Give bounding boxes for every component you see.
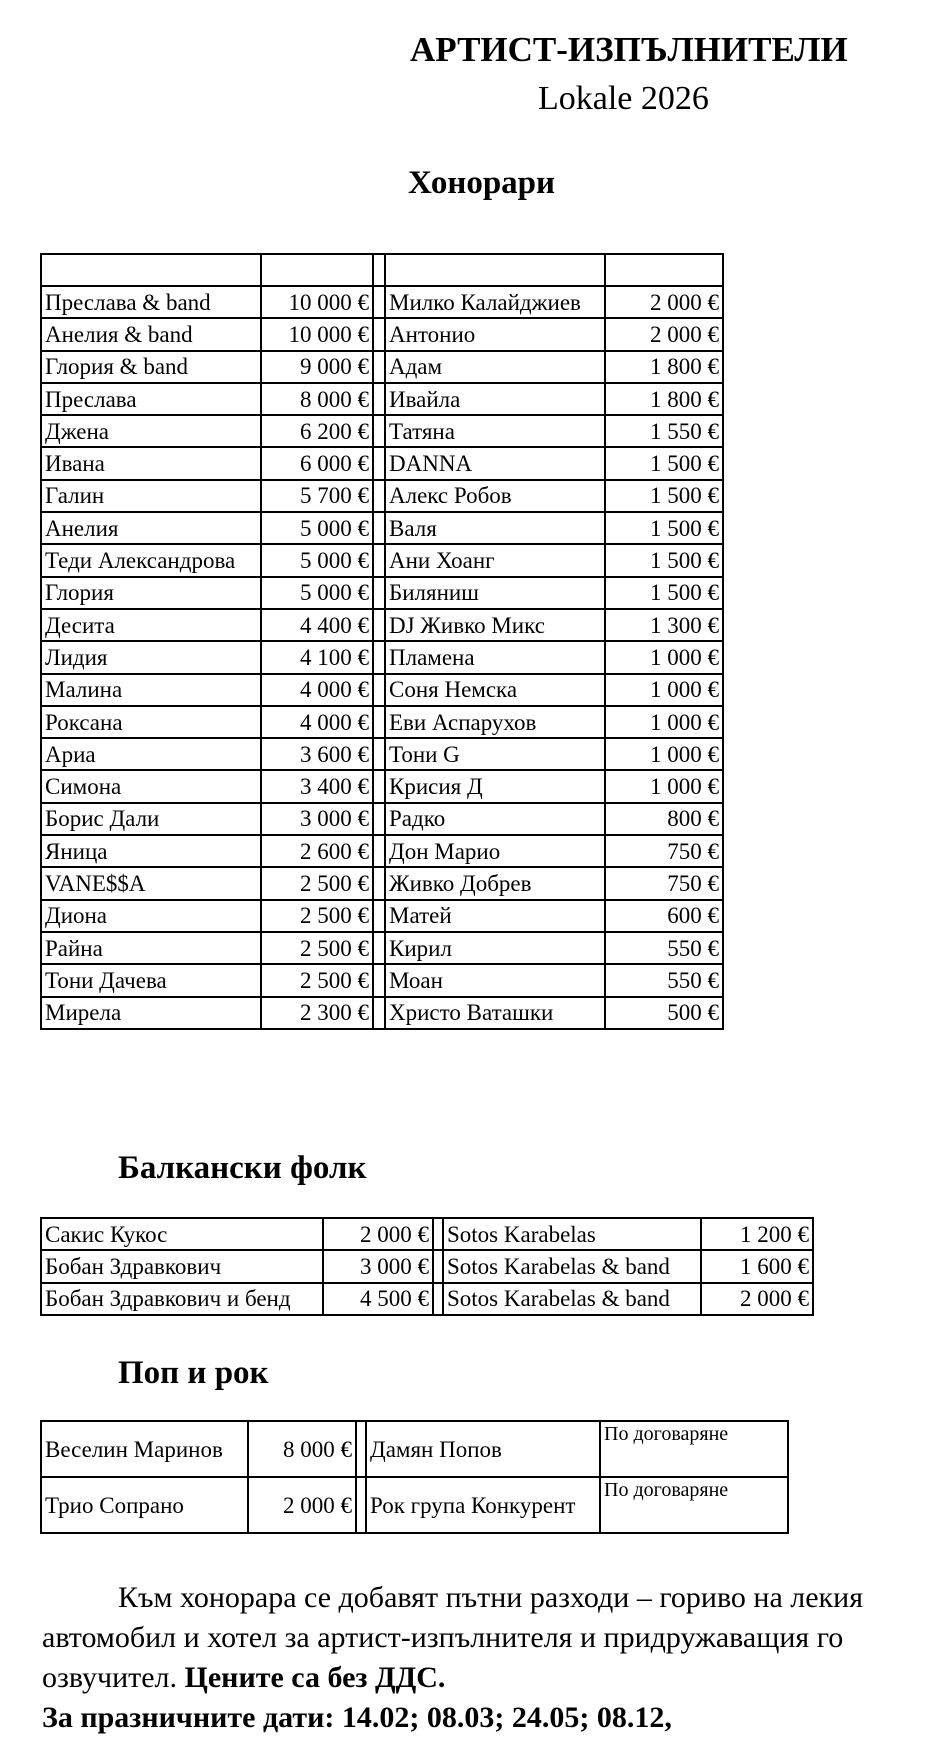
artist-name: Адам: [385, 351, 605, 383]
footer-text: Към хонорара се добавят пътни разходи – гориво на лекия автомобил и хотел за артист-изпълнителя и придружаващия го озвучител.: [42, 1581, 863, 1694]
table-row: [41, 447, 723, 479]
column-separator: [373, 383, 385, 415]
artist-name: Веселин Маринов: [41, 1421, 248, 1477]
column-separator: [373, 964, 385, 996]
artist-fee: 2 500 €: [261, 932, 373, 964]
column-separator: [373, 609, 385, 641]
artist-name: Теди Александрова: [41, 544, 261, 576]
table-row: [41, 867, 723, 899]
artist-fee: 5 000 €: [261, 577, 373, 609]
artist-name: Малина: [41, 674, 261, 706]
artist-name: Бобан Здравкович: [41, 1250, 323, 1282]
column-separator: [373, 544, 385, 576]
column-separator: [433, 1283, 443, 1315]
artist-name: DJ Живко Микс: [385, 609, 605, 641]
empty-header-cell: [385, 254, 605, 286]
column-separator: [373, 286, 385, 318]
column-separator: [373, 480, 385, 512]
artist-name: Sotos Karabelas & band: [443, 1250, 701, 1282]
artist-fee: 800 €: [605, 803, 723, 835]
artist-name: Пламена: [385, 641, 605, 673]
artist-fee: 1 800 €: [605, 383, 723, 415]
column-separator: [373, 318, 385, 350]
artist-fee: 4 000 €: [261, 674, 373, 706]
column-separator: [373, 641, 385, 673]
artist-fee: 1 500 €: [605, 544, 723, 576]
artist-fee: 750 €: [605, 867, 723, 899]
artist-name: Анелия: [41, 512, 261, 544]
artist-fee: 4 000 €: [261, 706, 373, 738]
column-separator: [356, 1421, 366, 1477]
artist-name: Ивайла: [385, 383, 605, 415]
artist-fee: 2 000 €: [323, 1218, 433, 1250]
artist-fee: 4 100 €: [261, 641, 373, 673]
artist-name: Ивана: [41, 447, 261, 479]
artist-name: Десита: [41, 609, 261, 641]
artist-name: Симона: [41, 770, 261, 802]
table-row: [41, 900, 723, 932]
column-separator: [373, 770, 385, 802]
artist-fee: 550 €: [605, 964, 723, 996]
artist-name: Роксана: [41, 706, 261, 738]
artist-name: Диона: [41, 900, 261, 932]
table-row: [41, 609, 723, 641]
artist-name: Тони Дачева: [41, 964, 261, 996]
table-row: [41, 964, 723, 996]
artist-name: Джена: [41, 415, 261, 447]
artist-fee: 2 500 €: [261, 900, 373, 932]
artist-name: Живко Добрев: [385, 867, 605, 899]
artist-name: Борис Дали: [41, 803, 261, 835]
table-row: [41, 544, 723, 576]
column-separator: [373, 674, 385, 706]
artist-fee: 550 €: [605, 932, 723, 964]
artist-fee: 1 000 €: [605, 674, 723, 706]
table-row: [41, 1250, 813, 1282]
column-separator: [373, 577, 385, 609]
column-separator: [373, 835, 385, 867]
table-row: [41, 286, 723, 318]
column-separator: [373, 900, 385, 932]
artist-name: Рок група Конкурент: [366, 1477, 600, 1533]
artist-name: Лидия: [41, 641, 261, 673]
artist-name: Мирела: [41, 997, 261, 1029]
table-row: [41, 415, 723, 447]
artist-name: Ариа: [41, 738, 261, 770]
artist-fee: 5 700 €: [261, 480, 373, 512]
artist-name: Биляниш: [385, 577, 605, 609]
artist-fee: 1 500 €: [605, 480, 723, 512]
artist-name: Дамян Попов: [366, 1421, 600, 1477]
artist-name: Преслава: [41, 383, 261, 415]
artist-name: Матей: [385, 900, 605, 932]
artist-fee: 10 000 €: [261, 318, 373, 350]
artist-name: Sotos Karabelas & band: [443, 1283, 701, 1315]
column-separator: [373, 351, 385, 383]
artist-name: Преслава & band: [41, 286, 261, 318]
empty-header-cell: [261, 254, 373, 286]
artist-name: Галин: [41, 480, 261, 512]
artist-name: Дон Марио: [385, 835, 605, 867]
pop-table: [40, 1420, 789, 1534]
column-separator: [373, 512, 385, 544]
artist-name: Радко: [385, 803, 605, 835]
table-row: [41, 997, 723, 1029]
artist-fee: По договаряне: [600, 1477, 788, 1533]
artist-name: DANNA: [385, 447, 605, 479]
vat-note: Цените са без ДДС.: [184, 1661, 446, 1694]
artist-name: Моан: [385, 964, 605, 996]
balkan-table: [40, 1217, 814, 1316]
artist-name: Еви Аспарухов: [385, 706, 605, 738]
artist-fee: 1 600 €: [701, 1250, 813, 1282]
table-row: [41, 577, 723, 609]
holiday-dates: За празничните дати: 14.02; 08.03; 24.05; 08.12,: [42, 1701, 672, 1734]
artist-name: Анелия & band: [41, 318, 261, 350]
artist-fee: 2 000 €: [701, 1283, 813, 1315]
artist-fee: 2 500 €: [261, 867, 373, 899]
column-separator: [373, 447, 385, 479]
artist-fee: 1 000 €: [605, 641, 723, 673]
table-row: [41, 383, 723, 415]
empty-header-cell: [605, 254, 723, 286]
artist-fee: 2 000 €: [605, 318, 723, 350]
table-row: [41, 641, 723, 673]
table-row: [41, 932, 723, 964]
column-separator: [433, 1218, 443, 1250]
artist-fee: 3 000 €: [261, 803, 373, 835]
artist-name: Райна: [41, 932, 261, 964]
artist-fee: 2 500 €: [261, 964, 373, 996]
table-row: [41, 512, 723, 544]
artist-name: Тони G: [385, 738, 605, 770]
artist-fee: 1 500 €: [605, 577, 723, 609]
artist-fee: 1 000 €: [605, 770, 723, 802]
empty-header-cell: [373, 254, 385, 286]
page-title: АРТИСТ-ИЗПЪЛНИТЕЛИ: [410, 30, 848, 69]
artist-fee: 1 550 €: [605, 415, 723, 447]
artist-name: Яница: [41, 835, 261, 867]
artist-fee: 1 300 €: [605, 609, 723, 641]
artist-name: Соня Немска: [385, 674, 605, 706]
pop-section-title: Поп и рок: [118, 1355, 269, 1391]
page-subtitle: Lokale 2026: [538, 80, 709, 117]
table-header-row: [41, 254, 723, 286]
artist-fee: 750 €: [605, 835, 723, 867]
artist-fee: 2 000 €: [605, 286, 723, 318]
fees-section-title: Хонорари: [408, 165, 556, 201]
table-row: [41, 1218, 813, 1250]
footer-note: [42, 1578, 922, 1738]
artist-fee: 1 000 €: [605, 738, 723, 770]
artist-name: Трио Сопрано: [41, 1477, 248, 1533]
artist-fee: 1 500 €: [605, 447, 723, 479]
artist-name: Алекс Робов: [385, 480, 605, 512]
column-separator: [373, 803, 385, 835]
table-row: [41, 835, 723, 867]
artist-name: Милко Калайджиев: [385, 286, 605, 318]
artist-name: Сакис Кукос: [41, 1218, 323, 1250]
artist-fee: 2 000 €: [248, 1477, 356, 1533]
column-separator: [433, 1250, 443, 1282]
empty-header-cell: [41, 254, 261, 286]
artist-name: VANE$$A: [41, 867, 261, 899]
artist-name: Глория & band: [41, 351, 261, 383]
table-row: [41, 318, 723, 350]
artist-fee: 3 600 €: [261, 738, 373, 770]
artist-name: Христо Ваташки: [385, 997, 605, 1029]
artist-name: Кирил: [385, 932, 605, 964]
table-row: [41, 738, 723, 770]
artist-name: Бобан Здравкович и бенд: [41, 1283, 323, 1315]
artist-fee: 4 500 €: [323, 1283, 433, 1315]
column-separator: [373, 738, 385, 770]
artist-fee: 10 000 €: [261, 286, 373, 318]
artist-name: Валя: [385, 512, 605, 544]
column-separator: [373, 867, 385, 899]
artist-fee: 500 €: [605, 997, 723, 1029]
artist-fee: 1 500 €: [605, 512, 723, 544]
table-row: [41, 1421, 788, 1477]
artist-fee: 8 000 €: [261, 383, 373, 415]
artist-name: Крисия Д: [385, 770, 605, 802]
artist-fee: 9 000 €: [261, 351, 373, 383]
table-row: [41, 480, 723, 512]
artist-name: Глория: [41, 577, 261, 609]
artist-fee: 5 000 €: [261, 544, 373, 576]
table-row: [41, 803, 723, 835]
artist-name: Татяна: [385, 415, 605, 447]
artist-fee: 4 400 €: [261, 609, 373, 641]
artist-fee: 3 000 €: [323, 1250, 433, 1282]
table-row: [41, 674, 723, 706]
artist-fee: 6 000 €: [261, 447, 373, 479]
fees-table: [40, 253, 724, 1030]
artist-fee: 600 €: [605, 900, 723, 932]
table-row: [41, 351, 723, 383]
column-separator: [356, 1477, 366, 1533]
column-separator: [373, 932, 385, 964]
artist-fee: 6 200 €: [261, 415, 373, 447]
column-separator: [373, 997, 385, 1029]
table-row: [41, 1283, 813, 1315]
artist-fee: 2 300 €: [261, 997, 373, 1029]
table-row: [41, 1477, 788, 1533]
artist-fee: 2 600 €: [261, 835, 373, 867]
artist-fee: 3 400 €: [261, 770, 373, 802]
artist-name: Антонио: [385, 318, 605, 350]
artist-fee: По договаряне: [600, 1421, 788, 1477]
table-row: [41, 770, 723, 802]
artist-name: Ани Хоанг: [385, 544, 605, 576]
column-separator: [373, 706, 385, 738]
artist-fee: 1 000 €: [605, 706, 723, 738]
artist-fee: 5 000 €: [261, 512, 373, 544]
artist-fee: 1 200 €: [701, 1218, 813, 1250]
table-row: [41, 706, 723, 738]
column-separator: [373, 415, 385, 447]
balkan-section-title: Балкански фолк: [118, 1150, 367, 1186]
artist-name: Sotos Karabelas: [443, 1218, 701, 1250]
artist-fee: 1 800 €: [605, 351, 723, 383]
artist-fee: 8 000 €: [248, 1421, 356, 1477]
